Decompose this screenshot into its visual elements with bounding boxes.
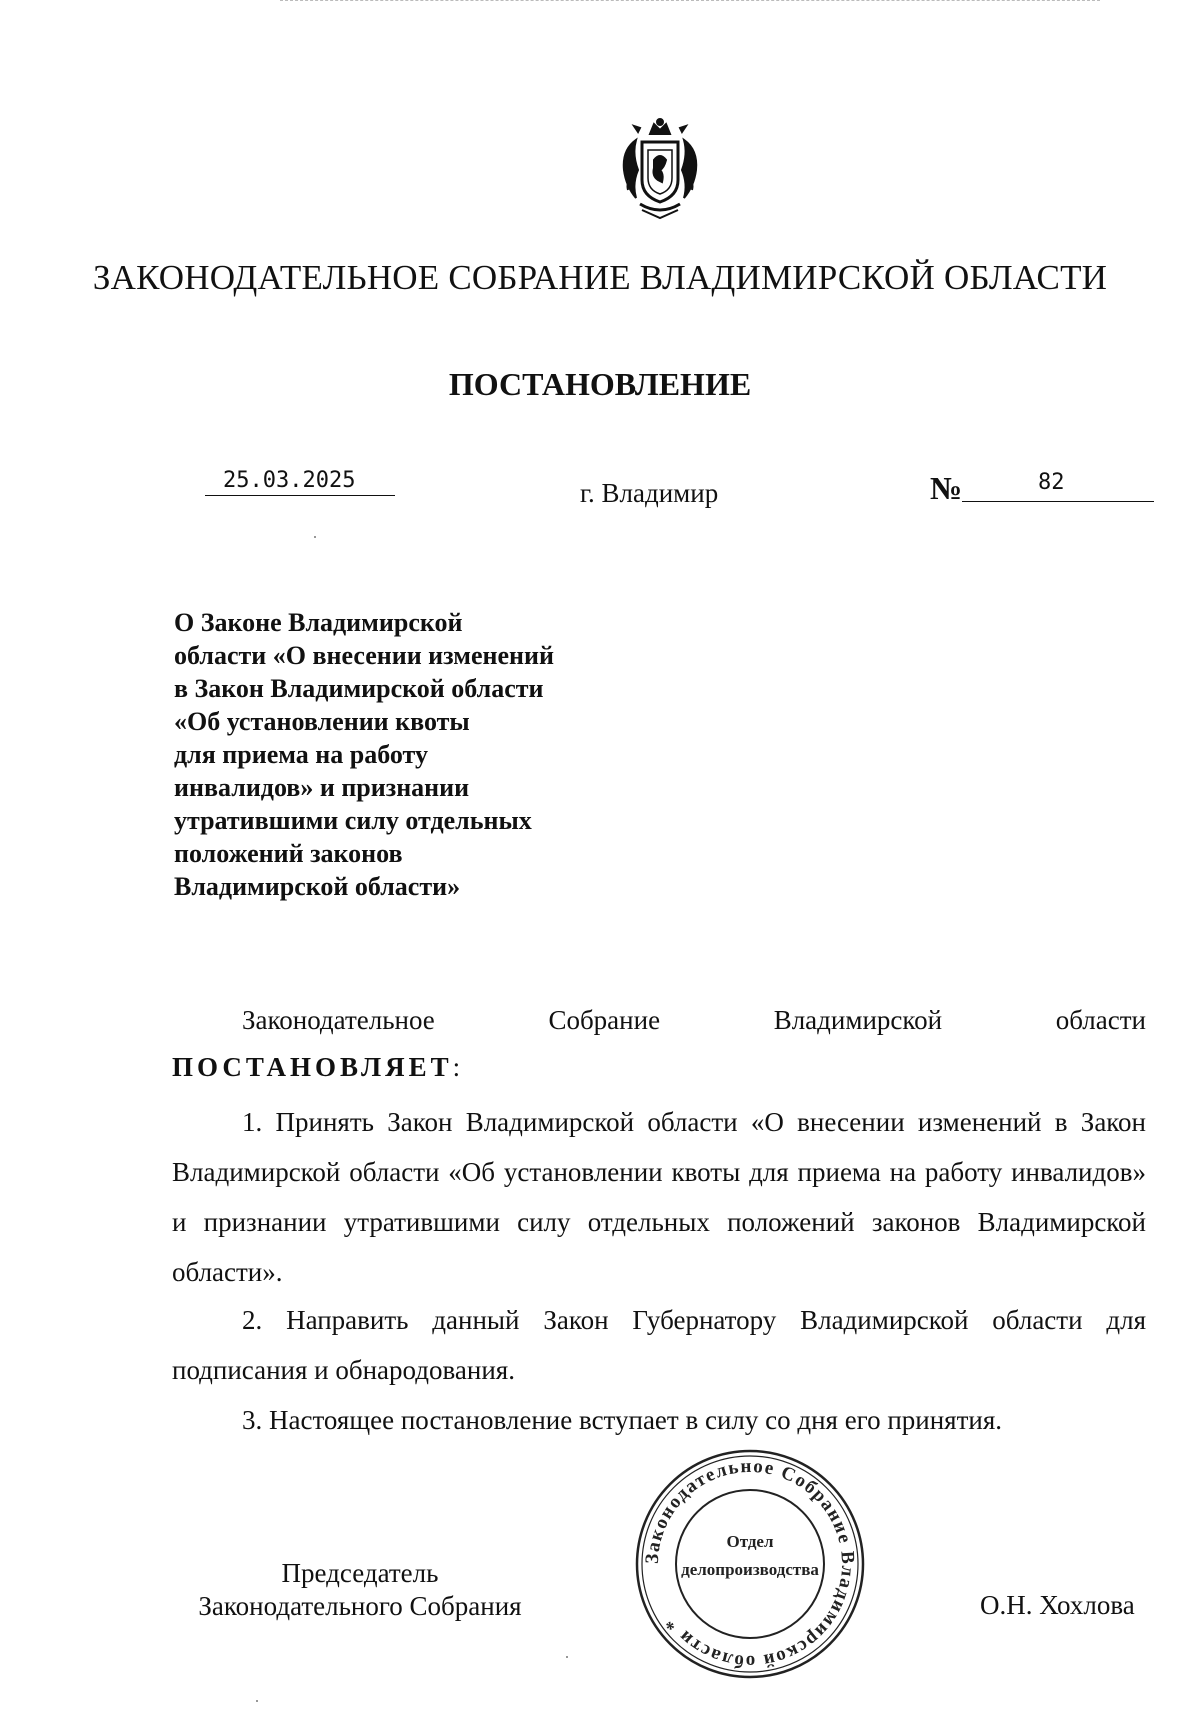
decree-item [172, 1295, 1146, 1395]
scan-speck [256, 1700, 258, 1702]
decree-word: ПОСТАНОВЛЯЕТ [172, 1052, 453, 1082]
seal-ring-text: Законодательное Собрание Владимирской области * [641, 1455, 859, 1673]
scan-top-edge [280, 0, 1100, 2]
scan-speck [566, 1656, 568, 1658]
decree-item-text: 3. Настоящее постановление вступает в силу со дня его принятия. [242, 1405, 1003, 1435]
decree-statement [172, 1052, 460, 1083]
intro-word: области [1055, 1005, 1146, 1035]
signatory-title-line: Законодательного Собрания [198, 1591, 522, 1621]
subject-line: в Закон Владимирской области [174, 674, 544, 703]
subject-line: «Об установлении квоты [174, 707, 470, 736]
coat-of-arms-emblem [612, 116, 708, 220]
subject-line: положений законов [174, 839, 403, 868]
decree-item [172, 1097, 1146, 1297]
intro-word: Владимирской [773, 1005, 943, 1035]
signatory-name: О.Н. Хохлова [980, 1590, 1135, 1620]
subject-line: для приема на работу [174, 740, 428, 769]
subject-line: утратившими силу отдельных [174, 806, 532, 835]
subject-line: области «О внесении изменений [174, 641, 554, 670]
document-number-label: № [930, 470, 963, 506]
intro-line [242, 1005, 1146, 1036]
document-type-title: ПОСТАНОВЛЕНИЕ [448, 366, 752, 402]
document-subject [174, 606, 634, 903]
decree-item [172, 1395, 1146, 1445]
intro-word: Законодательное [242, 1005, 435, 1035]
document-date: 25.03.2025 [205, 468, 395, 496]
decree-item-text: 2. Направить данный Закон Губернатору Владимирской области для подписания и обнародования. [172, 1305, 1146, 1385]
seal-center-line: Отдел [726, 1532, 774, 1551]
decree-item-text: 1. Принять Закон Владимирской области «О внесении изменений в Закон Владимирской области «Об установлении квоты для приема на работу инвалидов» и признании утратившими силу отдельных положений законов Владимирской области». [172, 1107, 1146, 1287]
subject-line: инвалидов» и признании [174, 773, 470, 802]
decree-colon: : [452, 1052, 461, 1082]
organization-title: ЗАКОНОДАТЕЛЬНОЕ СОБРАНИЕ ВЛАДИМИРСКОЙ ОБЛАСТИ [92, 258, 1108, 297]
subject-line: Владимирской области» [174, 872, 461, 901]
document-city: г. Владимир [580, 478, 719, 508]
subject-line: О Законе Владимирской [174, 608, 463, 637]
signatory-title-line: Председатель [281, 1558, 439, 1588]
seal-center-text [632, 1528, 868, 1584]
scan-speck [314, 536, 316, 538]
signatory-title [170, 1557, 550, 1623]
seal-center-line: делопроизводства [681, 1560, 819, 1579]
document-number: 82 [962, 470, 1154, 502]
intro-word: Собрание [548, 1005, 661, 1035]
